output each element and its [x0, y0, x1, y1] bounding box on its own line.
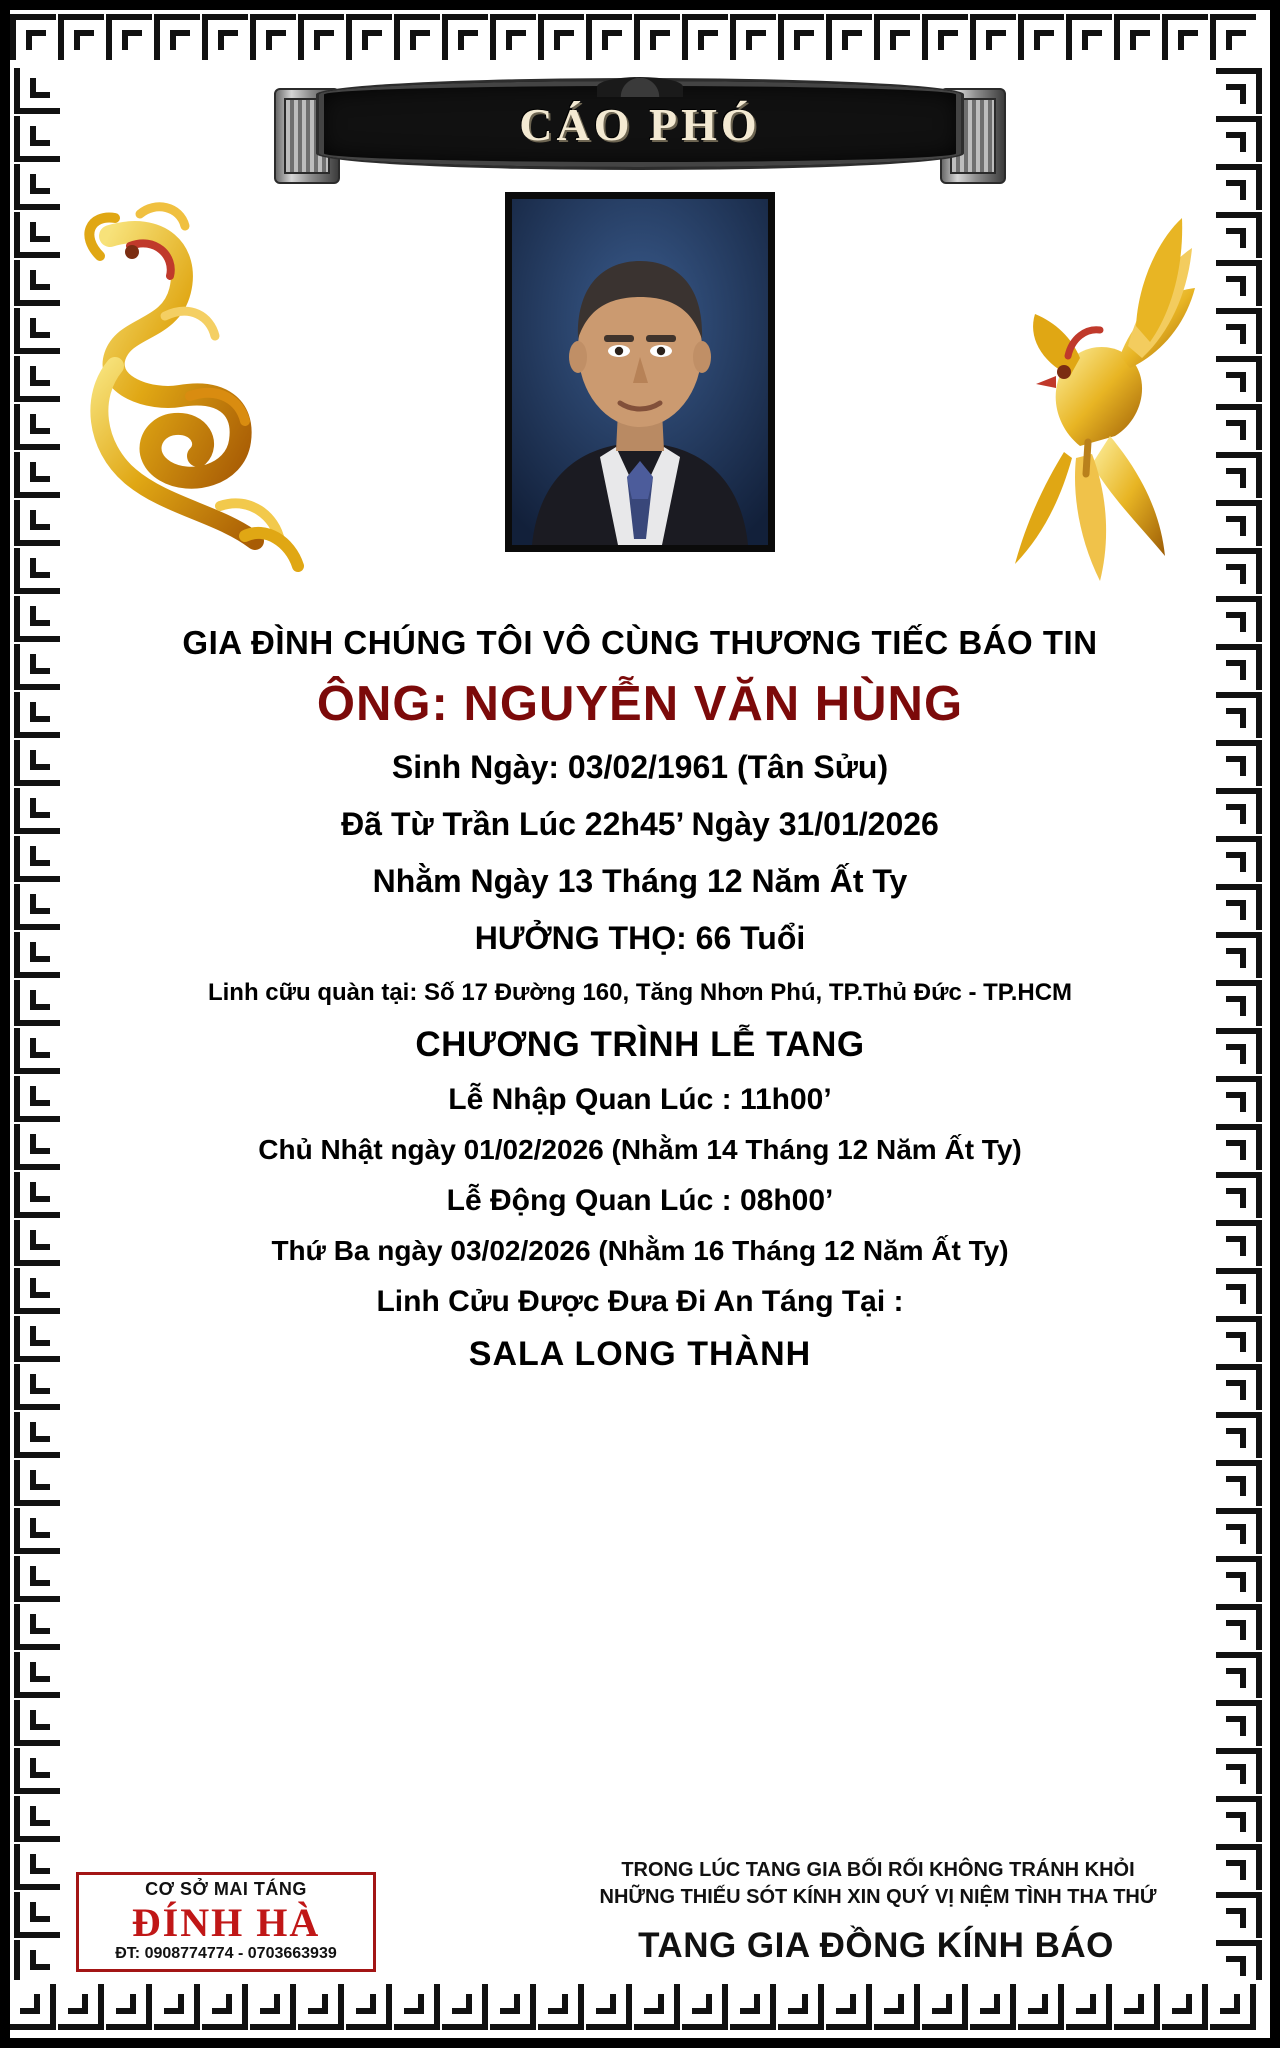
border-key-motif — [250, 14, 296, 60]
moving-date: Thứ Ba ngày 03/02/2026 (Nhằm 16 Tháng 12 Năm Ất Ty) — [271, 1235, 1009, 1266]
border-key-motif — [1162, 1984, 1208, 2030]
border-key-motif — [1066, 1984, 1112, 2030]
border-key-motif — [1216, 404, 1262, 450]
border-key-motif — [442, 14, 488, 60]
border-key-motif — [730, 1984, 776, 2030]
border-key-motif — [106, 1984, 152, 2030]
border-key-motif — [1216, 980, 1262, 1026]
border-key-motif — [1216, 1604, 1262, 1650]
border-key-motif — [14, 1844, 60, 1890]
border-key-motif — [1216, 500, 1262, 546]
border-key-motif — [1216, 1316, 1262, 1362]
border-key-motif — [154, 14, 200, 60]
border-key-motif — [1216, 356, 1262, 402]
border-key-motif — [14, 1124, 60, 1170]
border-key-motif — [1216, 1556, 1262, 1602]
border-key-motif — [730, 14, 776, 60]
border-key-motif — [394, 1984, 440, 2030]
deceased-name: ÔNG: NGUYỄN VĂN HÙNG — [316, 677, 964, 731]
border-key-motif — [14, 500, 60, 546]
border-key-motif — [14, 884, 60, 930]
border-key-motif — [10, 1984, 56, 2030]
border-key-motif — [970, 14, 1016, 60]
border-key-motif — [58, 14, 104, 60]
hero-area — [68, 186, 1212, 616]
program-heading: CHƯƠNG TRÌNH LỄ TANG — [415, 1025, 865, 1064]
border-key-motif — [14, 1700, 60, 1746]
border-key-motif — [1216, 164, 1262, 210]
banner-area — [68, 70, 1212, 186]
border-key-motif — [1216, 644, 1262, 690]
portrait-photo — [505, 192, 775, 552]
border-key-motif — [1216, 1268, 1262, 1314]
coffining-date: Chủ Nhật ngày 01/02/2026 (Nhằm 14 Tháng 12 Năm Ất Ty) — [258, 1134, 1022, 1165]
border-key-motif — [14, 1172, 60, 1218]
border-key-motif — [1216, 1700, 1262, 1746]
border-key-motif — [1216, 1748, 1262, 1794]
border-key-motif — [1216, 1412, 1262, 1458]
apology-line-2: NHỮNG THIẾU SÓT KÍNH XIN QUÝ VỊ NIỆM TÌNH THA THỨ — [599, 1885, 1157, 1908]
border-key-motif — [1162, 14, 1208, 60]
age-line: HƯỞNG THỌ: 66 Tuổi — [474, 920, 806, 956]
border-key-motif — [442, 1984, 488, 2030]
border-key-motif — [778, 1984, 824, 2030]
border-key-motif — [202, 14, 248, 60]
announce-line: GIA ĐÌNH CHÚNG TÔI VÔ CÙNG THƯƠNG TIẾC BÁO TIN — [182, 624, 1098, 661]
border-key-motif — [1216, 1940, 1262, 1980]
border-key-motif — [1216, 1844, 1262, 1890]
border-key-motif — [154, 1984, 200, 2030]
border-key-motif — [1018, 1984, 1064, 2030]
border-key-motif — [14, 1556, 60, 1602]
border-key-motif — [1114, 14, 1160, 60]
border-key-motif — [14, 1028, 60, 1074]
border-key-motif — [1210, 1984, 1256, 2030]
border-key-motif — [14, 1268, 60, 1314]
border-key-motif — [14, 548, 60, 594]
border-key-motif — [250, 1984, 296, 2030]
border-key-motif — [634, 14, 680, 60]
provider-label: CƠ SỞ MAI TÁNG — [145, 1879, 307, 1899]
phoenix-icon — [960, 196, 1210, 596]
border-key-motif — [1216, 548, 1262, 594]
border-key-motif — [14, 356, 60, 402]
border-key-motif — [14, 260, 60, 306]
funeral-provider-box — [76, 1872, 376, 1972]
border-key-motif — [1216, 1652, 1262, 1698]
border-key-motif — [1216, 452, 1262, 498]
border-key-motif — [14, 1604, 60, 1650]
border-key-motif — [1216, 884, 1262, 930]
border-key-motif — [1216, 1220, 1262, 1266]
border-key-motif — [346, 14, 392, 60]
border-key-motif — [14, 1940, 60, 1980]
poster-footer — [68, 1826, 1212, 1976]
moving-time: Lễ Động Quan Lúc : 08h00’ — [446, 1184, 834, 1217]
provider-name: ĐÍNH HÀ — [131, 1900, 321, 1945]
border-key-motif — [586, 14, 632, 60]
border-key-motif — [682, 1984, 728, 2030]
border-key-motif — [14, 836, 60, 882]
border-key-motif — [1210, 14, 1256, 60]
border-key-motif — [826, 14, 872, 60]
border-pattern-right — [1212, 68, 1270, 1980]
border-key-motif — [14, 1748, 60, 1794]
border-key-motif — [682, 14, 728, 60]
family-thanks: TANG GIA ĐỒNG KÍNH BÁO — [638, 1926, 1114, 1965]
border-key-motif — [1066, 14, 1112, 60]
border-key-motif — [298, 1984, 344, 2030]
border-key-motif — [14, 740, 60, 786]
coffining-time: Lễ Nhập Quan Lúc : 11h00’ — [448, 1083, 832, 1116]
border-key-motif — [202, 1984, 248, 2030]
obituary-text — [68, 624, 1212, 1374]
border-key-motif — [14, 1892, 60, 1938]
border-key-motif — [1216, 260, 1262, 306]
border-key-motif — [14, 932, 60, 978]
border-key-motif — [14, 788, 60, 834]
border-key-motif — [1216, 692, 1262, 738]
border-key-motif — [394, 14, 440, 60]
border-key-motif — [346, 1984, 392, 2030]
border-key-motif — [1216, 1124, 1262, 1170]
border-key-motif — [1216, 1028, 1262, 1074]
birth-date: Sinh Ngày: 03/02/1961 (Tân Sửu) — [391, 749, 889, 785]
border-key-motif — [14, 1364, 60, 1410]
border-key-motif — [1216, 1364, 1262, 1410]
border-key-motif — [14, 452, 60, 498]
border-key-motif — [14, 596, 60, 642]
border-key-motif — [874, 1984, 920, 2030]
border-key-motif — [538, 14, 584, 60]
border-key-motif — [538, 1984, 584, 2030]
border-key-motif — [1216, 1172, 1262, 1218]
border-key-motif — [1216, 1508, 1262, 1554]
border-key-motif — [14, 1412, 60, 1458]
border-key-motif — [1216, 788, 1262, 834]
death-date: Đã Từ Trần Lúc 22h45’ Ngày 31/01/2026 — [341, 806, 939, 842]
banner-title: CÁO PHÓ — [519, 98, 761, 150]
border-key-motif — [14, 1652, 60, 1698]
border-key-motif — [1018, 14, 1064, 60]
border-key-motif — [490, 14, 536, 60]
border-key-motif — [1216, 596, 1262, 642]
border-key-motif — [1216, 116, 1262, 162]
border-key-motif — [14, 212, 60, 258]
burial-label: Linh Cửu Được Đưa Đi An Táng Tại : — [376, 1285, 904, 1318]
border-key-motif — [1114, 1984, 1160, 2030]
border-key-motif — [970, 1984, 1016, 2030]
border-key-motif — [298, 14, 344, 60]
border-key-motif — [490, 1984, 536, 2030]
border-key-motif — [14, 1508, 60, 1554]
border-key-motif — [634, 1984, 680, 2030]
provider-phone: ĐT: 0908774774 - 0703663939 — [115, 1945, 337, 1962]
border-key-motif — [922, 14, 968, 60]
border-key-motif — [14, 164, 60, 210]
poster-content — [68, 68, 1212, 1980]
border-key-motif — [14, 116, 60, 162]
dragon-icon — [70, 196, 320, 596]
border-pattern-left — [10, 68, 68, 1980]
banner-ornament-icon — [597, 77, 683, 97]
border-key-motif — [1216, 1892, 1262, 1938]
border-key-motif — [826, 1984, 872, 2030]
cemetery-name: SALA LONG THÀNH — [468, 1335, 812, 1373]
lunar-date: Nhằm Ngày 13 Tháng 12 Năm Ất Ty — [372, 863, 908, 899]
border-key-motif — [14, 404, 60, 450]
border-key-motif — [14, 980, 60, 1026]
banner — [316, 78, 964, 170]
border-key-motif — [14, 308, 60, 354]
border-key-motif — [1216, 212, 1262, 258]
border-key-motif — [1216, 308, 1262, 354]
border-key-motif — [1216, 1796, 1262, 1842]
apology-line-1: TRONG LÚC TANG GIA BỐI RỐI KHÔNG TRÁNH KHỎI — [621, 1859, 1135, 1882]
border-key-motif — [14, 1316, 60, 1362]
apology-note — [548, 1857, 1208, 1910]
border-key-motif — [922, 1984, 968, 2030]
border-key-motif — [874, 14, 920, 60]
border-key-motif — [14, 68, 60, 114]
border-key-motif — [586, 1984, 632, 2030]
border-key-motif — [1216, 1076, 1262, 1122]
border-key-motif — [1216, 68, 1262, 114]
wake-location: Linh cữu quàn tại: Số 17 Đường 160, Tăng Nhơn Phú, TP.Thủ Đức - TP.HCM — [207, 979, 1073, 1006]
border-key-motif — [1216, 932, 1262, 978]
border-key-motif — [1216, 740, 1262, 786]
border-pattern-top — [10, 10, 1270, 68]
border-key-motif — [14, 1796, 60, 1842]
border-key-motif — [14, 1460, 60, 1506]
border-key-motif — [10, 14, 56, 60]
border-key-motif — [106, 14, 152, 60]
border-key-motif — [1216, 1460, 1262, 1506]
border-key-motif — [1216, 836, 1262, 882]
border-key-motif — [58, 1984, 104, 2030]
border-key-motif — [14, 1076, 60, 1122]
border-key-motif — [14, 644, 60, 690]
border-key-motif — [14, 692, 60, 738]
border-key-motif — [778, 14, 824, 60]
border-pattern-bottom — [10, 1980, 1270, 2038]
border-key-motif — [14, 1220, 60, 1266]
